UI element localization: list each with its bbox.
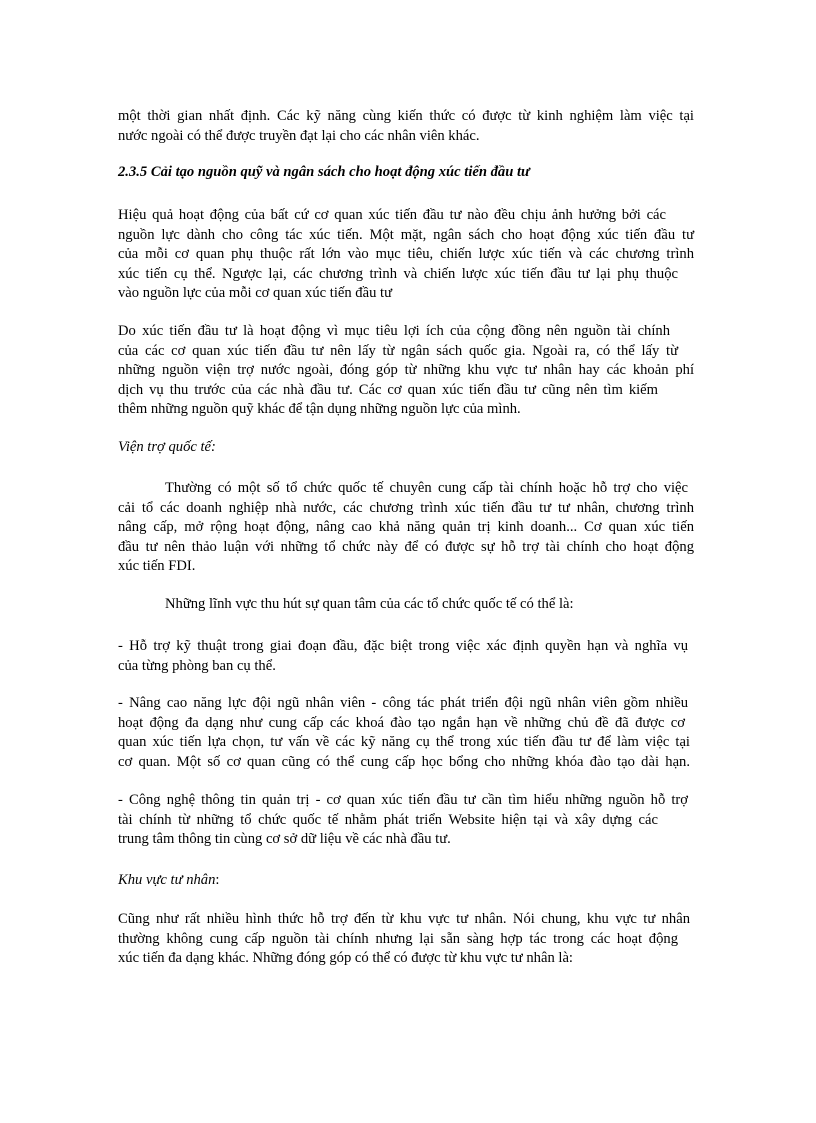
text-line: vào nguồn lực của mỗi cơ quan xúc tiến đầu tư xyxy=(118,285,392,301)
text-line: trung tâm thông tin cùng cơ sở dữ liệu về các nhà đầu tư. xyxy=(118,831,451,847)
list-item-information-technology xyxy=(118,791,694,850)
subheading-private-sector xyxy=(118,871,219,891)
text-line: Thường có một số tổ chức quốc tế chuyên cung cấp tài chính hoặc hỗ trợ cho việc xyxy=(165,480,688,496)
paragraph-private-sector xyxy=(118,910,694,969)
text-line: xúc tiến đa dạng khác. Những đóng góp có thể có được từ khu vực tư nhân là: xyxy=(118,950,573,966)
text-line: một thời gian nhất định. Các kỹ năng cùng kiến thức có được từ kinh nghiệm làm việc tại xyxy=(118,108,694,124)
list-item-technical-support xyxy=(118,637,694,676)
text-line: nước ngoài có thể được truyền đạt lại cho các nhân viên khác. xyxy=(118,127,480,144)
text-line: thường không cung cấp nguồn tài chính nhưng lại sẵn sàng hợp tác trong các hoạt động xyxy=(118,930,678,947)
text-line: tài chính từ những tổ chức quốc tế nhằm phát triển Website hiện tại và xây dựng các xyxy=(118,811,658,828)
list-item-staff-capacity xyxy=(118,694,694,772)
text-line: xúc tiến FDI. xyxy=(118,558,196,574)
paragraph-efficiency xyxy=(118,206,694,304)
text-line: - Công nghệ thông tin quản trị - cơ quan xúc tiến đầu tư cần tìm hiểu những nguồn hỗ trợ xyxy=(118,792,688,808)
text-line: Hiệu quả hoạt động của bất cứ cơ quan xúc tiến đầu tư nào đều chịu ảnh hưởng bởi các xyxy=(118,207,666,223)
paragraph-international-aid xyxy=(118,479,694,577)
section-heading: 2.3.5 Cải tạo nguồn quỹ và ngân sách cho hoạt động xúc tiến đầu tư xyxy=(118,164,530,180)
text-line: Do xúc tiến đầu tư là hoạt động vì mục tiêu lợi ích của cộng đồng nên nguồn tài chính xyxy=(118,323,670,339)
text-line: nguồn lực dành cho công tác xúc tiến. Một mặt, ngân sách cho hoạt động xúc tiến đầu tư xyxy=(118,226,694,243)
paragraph-intro xyxy=(118,107,694,146)
text-line: hoạt động đa dạng như cung cấp các khoá đào tạo ngắn hạn về những chủ đề đã được cơ xyxy=(118,714,685,731)
text-line: đầu tư nên thảo luận với những tổ chức này để có được sự hỗ trợ tài chính cho hoạt động xyxy=(118,538,694,555)
paragraph-funding-sources xyxy=(118,322,694,420)
text-line: của mỗi cơ quan phụ thuộc rất lớn vào mục tiêu, chiến lược xúc tiến và các chương trình xyxy=(118,246,694,262)
text-line: nâng cấp, mở rộng hoạt động, nâng cao khả năng quản trị kinh doanh... Cơ quan xúc tiến xyxy=(118,519,694,535)
text-line: xúc tiến cụ thể. Ngược lại, các chương trình và chiến lược xúc tiến đầu tư lại phụ thuộc xyxy=(118,265,678,282)
text-line: dịch vụ thu trước của các nhà đầu tư. Các cơ quan xúc tiến đầu tư cũng nên tìm kiếm xyxy=(118,381,658,398)
text-line: cơ quan. Một số cơ quan cũng có thể cung cấp học bổng cho những khóa đào tạo dài hạn. xyxy=(118,753,690,770)
text-line: quan xúc tiến lựa chọn, tư vấn về các kỹ năng cụ thể trong xúc tiến đầu tư để làm việc tại xyxy=(118,734,690,750)
text-line: những nguồn viện trợ nước ngoài, đóng góp từ những khu vực tư nhân hay các khoản phí xyxy=(118,362,694,378)
text-line: - Hỗ trợ kỹ thuật trong giai đoạn đầu, đặc biệt trong việc xác định quyền hạn và nghĩa vụ xyxy=(118,638,688,654)
text-line: của các cơ quan xúc tiến đầu tư nên lấy từ ngân sách quốc gia. Ngoài ra, có thể lấy từ xyxy=(118,342,678,359)
paragraph-areas-of-interest: Những lĩnh vực thu hút sự quan tâm của các tổ chức quốc tế có thể là: xyxy=(165,596,574,612)
subheading-private-sector-label: Khu vực tư nhân xyxy=(118,872,216,888)
text-line: thêm những nguồn quỹ khác để tận dụng những nguồn lực của mình. xyxy=(118,401,521,417)
text-line: Cũng như rất nhiều hình thức hỗ trợ đến từ khu vực tư nhân. Nói chung, khu vực tư nhân xyxy=(118,911,690,927)
text-line: - Nâng cao năng lực đội ngũ nhân viên - công tác phát triển đội ngũ nhân viên gồm nhiều xyxy=(118,695,688,711)
subheading-international-aid: Viện trợ quốc tế: xyxy=(118,439,216,455)
subheading-colon: : xyxy=(215,872,220,888)
text-line: cải tổ các doanh nghiệp nhà nước, các chương trình xúc tiến đầu tư tư nhân, chương trình xyxy=(118,499,694,516)
text-line: của từng phòng ban cụ thể. xyxy=(118,657,276,674)
